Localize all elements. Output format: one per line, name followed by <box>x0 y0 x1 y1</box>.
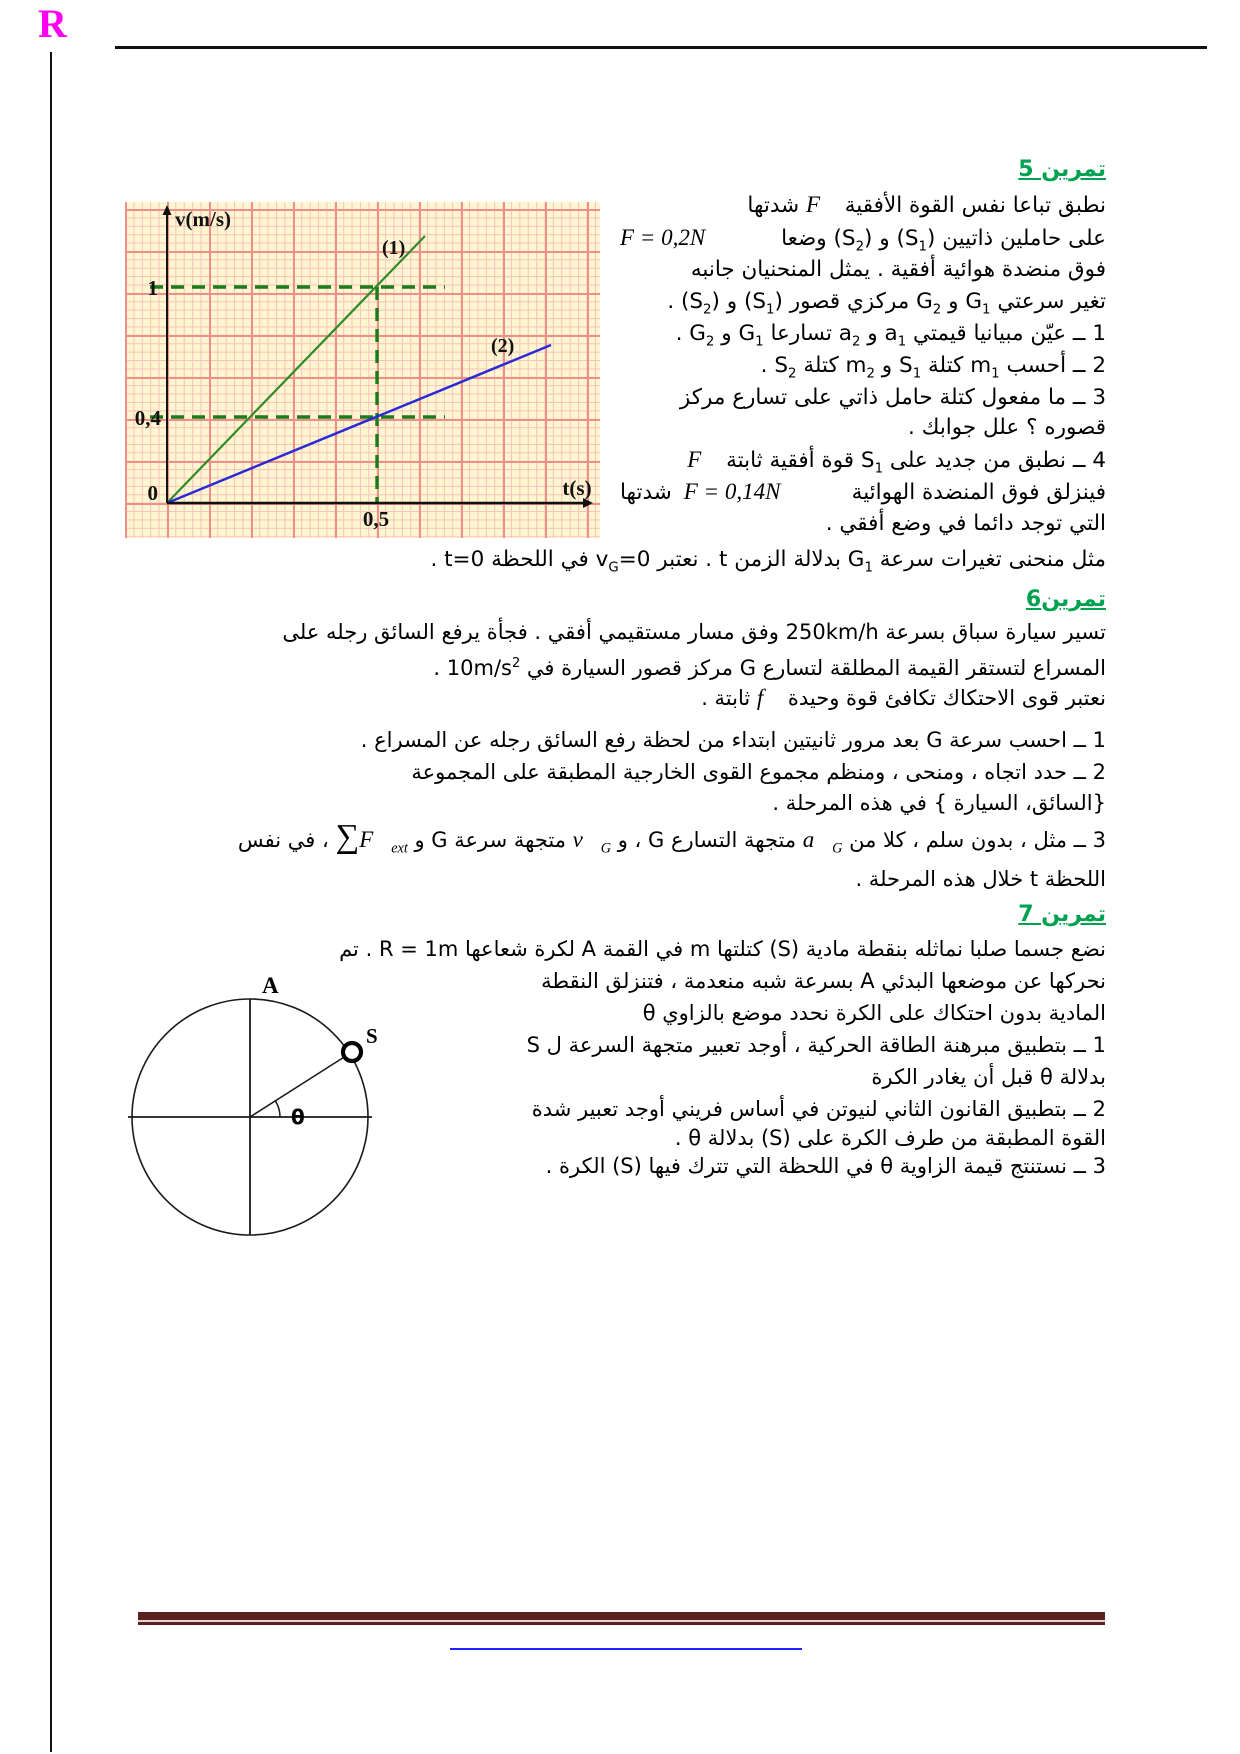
site-logo: R <box>38 1 67 46</box>
ex6-question-2b: {السائق، السيارة } في هذه المرحلة . <box>772 791 1106 815</box>
tick-label-0-4: 0,4 <box>134 406 161 430</box>
velocity-time-graph <box>125 202 600 538</box>
footer-link-line[interactable] <box>450 1648 802 1650</box>
ex5-line-10-text: فينزلق فوق المنضدة الهوائية <box>851 480 1106 505</box>
tick-label-1: 1 <box>147 276 158 300</box>
ex5-line-2-text: على حاملين ذاتيين $(S_1)$ و $(S_2)$ وضعا <box>781 226 1106 255</box>
sphere-figure <box>120 965 382 1255</box>
curve-2 <box>167 345 551 503</box>
ex5-line-11: التي توجد دائما في وضع أفقي . <box>825 511 1106 536</box>
ex5-question-1: 1 ــ عيّن مبيانيا قيمتي $a_1$ و $a_2$ تسارعا $G_1$ و $G_2$ . <box>675 321 1106 350</box>
ex7-question-2b: القوة المطبقة من طرف الكرة على (S) بدلالة θ . <box>674 1126 1106 1150</box>
exercise-7-title: تمرين 7 <box>1018 902 1106 927</box>
ex5-question-3: 3 ــ ما مفعول كتلة حامل ذاتي على تسارع مركز <box>679 385 1106 410</box>
ex5-question-3b: قصوره ؟ علل جوابك . <box>908 415 1106 440</box>
ex6-question-3b: اللحظة t خلال هذه المرحلة . <box>855 867 1106 891</box>
ex7-line-2: نحركها عن موضعها البدئي A بسرعة شبه منعدمة ، فتنزلق النقطة <box>541 969 1106 993</box>
ex5-question-2: 2 ــ أحسب $m_1$ كتلة $S_1$ و $m_2$ كتلة $S_2$ . <box>760 353 1106 382</box>
left-margin-rule <box>50 52 52 1752</box>
ex6-question-2: 2 ــ حدد اتجاه ، ومنحى ، ومنظم مجموع القوى الخارجية المطبقة على المجموعة <box>411 760 1106 784</box>
ex7-question-2: 2 ــ بتطبيق القانون الثاني لنيوتن في أساس فريني أوجد تعبير شدة <box>531 1097 1106 1121</box>
ex5-line-2 <box>620 222 1106 254</box>
point-S-marker <box>343 1043 361 1061</box>
tick-label-0-5: 0,5 <box>362 507 390 531</box>
exercise-5-title: تمرين 5 <box>1018 157 1106 182</box>
curve-2-label: (2) <box>491 335 515 357</box>
ex6-question-1: 1 ــ احسب سرعة G بعد مرور ثانيتين ابتداء من لحظة رفع السائق رجله عن المسراع . <box>360 728 1106 752</box>
y-axis-label: v(m/s) <box>175 207 231 231</box>
origin-label: 0 <box>147 481 158 505</box>
y-axis-arrow-icon <box>163 205 172 215</box>
force-value-math: F = 0,2N <box>620 225 706 250</box>
graph-overlay <box>125 202 600 538</box>
x-axis-label: t(s) <box>562 476 592 500</box>
ex5-line-3: فوق منضدة هوائية أفقية . يمثل المنحنيان جانبه <box>690 257 1106 282</box>
curve-1 <box>167 236 425 503</box>
ex6-line-2: المسراع لتستقر القيمة المطلقة لتسارع G مركز قصور السيارة في $10m/s^2$ . <box>433 656 1106 680</box>
ex7-line-1: نضع جسما صلبا نماثله بنقطة مادية (S) كتلتها m في القمة A لكرة شعاعها R = 1m . تم <box>339 937 1106 961</box>
footer-bar-thick <box>138 1612 1105 1620</box>
ex7-question-1: 1 ــ بتطبيق مبرهنة الطاقة الحركية ، أوجد تعبير متجهة السرعة ل S <box>526 1033 1106 1057</box>
force-value-math-2: F = 0,14N <box>683 479 781 504</box>
ex5-question-4: 4 ــ نطبق من جديد على $S_1$ قوة أفقية ثابتة F⃗ <box>687 447 1106 477</box>
apex-A-label: A <box>262 973 279 998</box>
ex5-line-1: نطبق تباعا نفس القوة الأفقية F⃗ شدتها <box>747 192 1106 218</box>
ex5-line-4: تغير سرعتي $G_1$ و $G_2$ مركزي قصور $(S_1)$ و $(S_2)$ . <box>667 289 1106 318</box>
ex6-line-3: نعتبر قوى الاحتكاك تكافئ قوة وحيدة f⃗ ثابتة . <box>701 685 1106 710</box>
footer-bar-thin <box>138 1622 1105 1625</box>
curve-1-label: (1) <box>382 237 406 259</box>
ex7-question-3: 3 ــ نستنتج قيمة الزاوية θ في اللحظة التي تترك فيها (S) الكرة . <box>545 1154 1106 1178</box>
point-S-label: S <box>366 1024 378 1048</box>
ex5-line-10 <box>620 476 1106 508</box>
theta-angle-arc <box>275 1101 280 1117</box>
ex7-line-3: المادية بدون احتكاك على الكرة نحدد موضع بالزاوي θ <box>642 1001 1106 1025</box>
ex5-line-10-word: شدتها <box>620 480 672 505</box>
ex5-final-line: مثل منحنى تغيرات سرعة $G_1$ بدلالة الزمن t . نعتبر $v_G=0$ في اللحظة t=0 . <box>430 547 1106 576</box>
theta-label: θ <box>291 1105 305 1129</box>
ex7-question-1b: بدلالة θ قبل أن يغادر الكرة <box>871 1065 1106 1089</box>
ex6-question-3: 3 ــ مثل ، بدون سلم ، كلا من $a⃗_G$ متجهة التسارع G ، و $v⃗_G$ متجهة سرعة G و $\sum F⃗_{ext}$ ، في نفس <box>237 818 1106 857</box>
exercise-6-title: تمرين6 <box>1025 587 1106 612</box>
header-rule <box>115 46 1207 49</box>
ex6-line-1: تسير سيارة سباق بسرعة 250km/h وفق مسار مستقيمي أفقي . فجأة يرفع السائق رجله على <box>282 620 1106 644</box>
footer-divider <box>138 1612 1105 1625</box>
